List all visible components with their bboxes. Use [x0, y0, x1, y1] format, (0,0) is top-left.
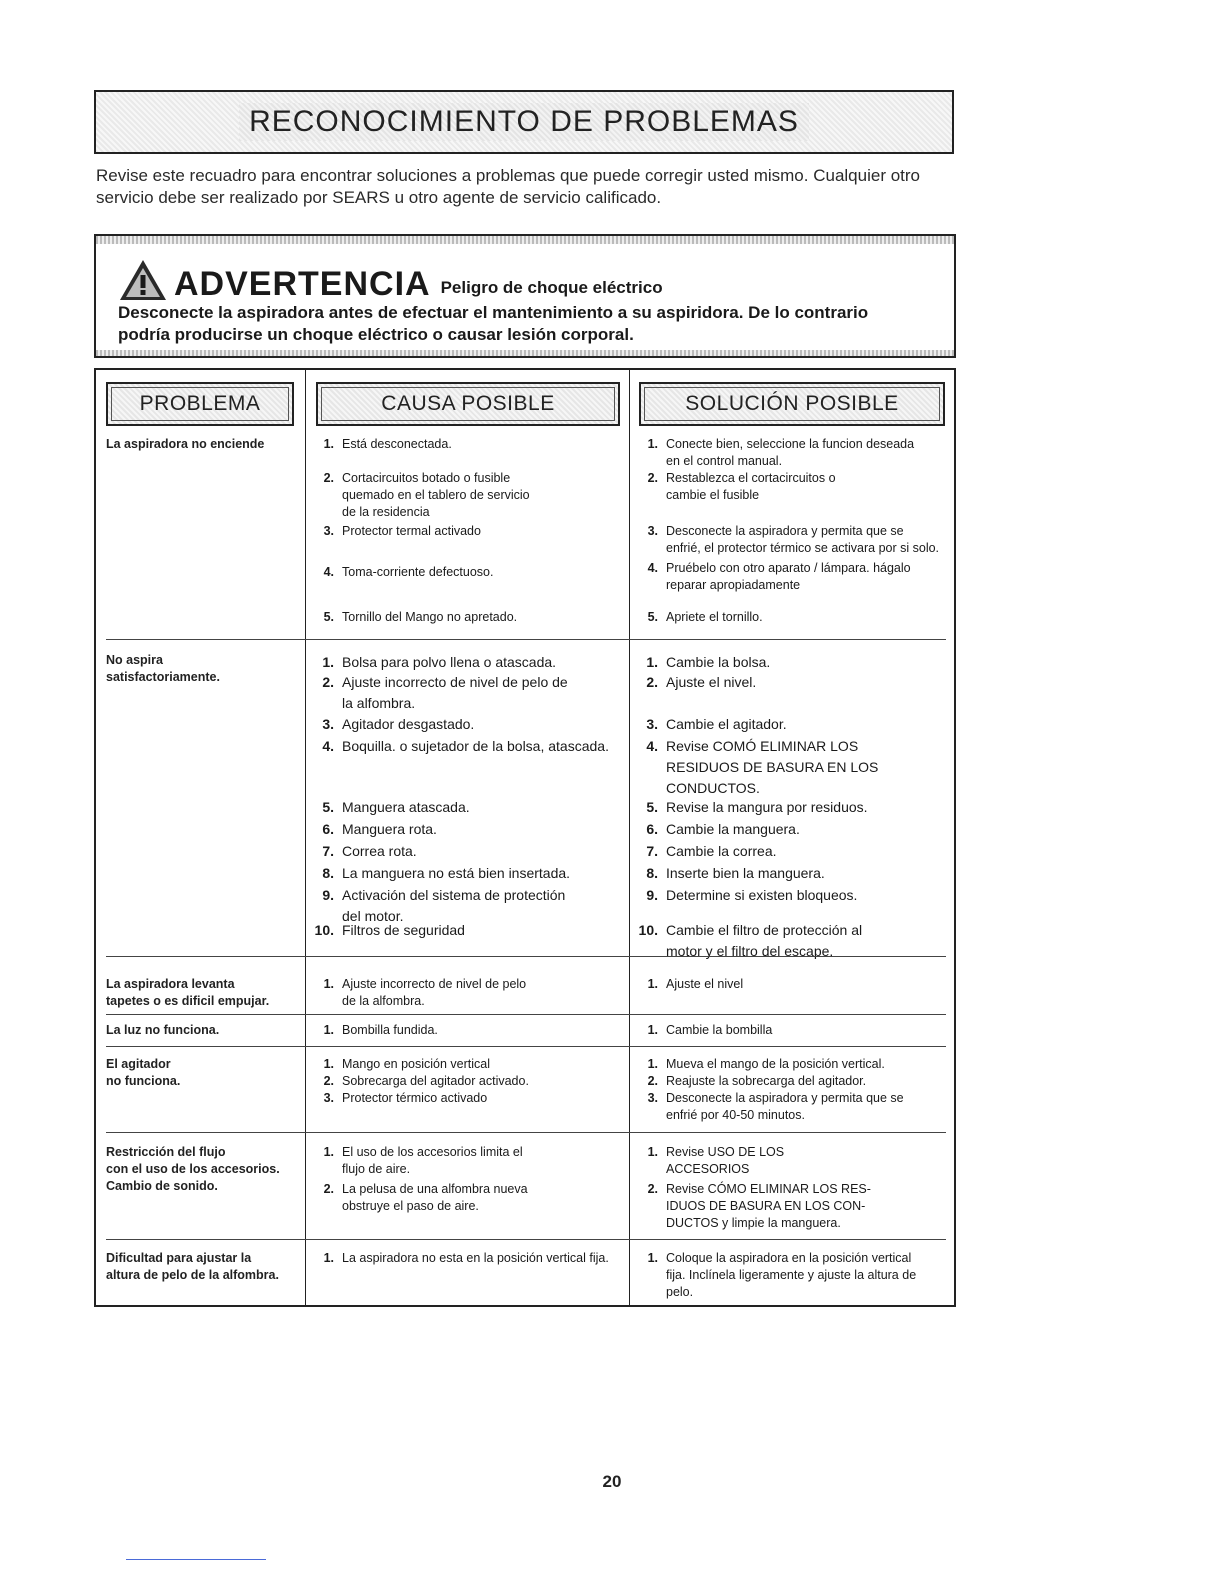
solution-item	[632, 1181, 954, 1232]
section-title: RECONOCIMIENTO DE PROBLEMAS	[239, 103, 809, 141]
warning-body	[118, 302, 938, 346]
item-line: enfrié, el protector térmico se activara por si solo.	[666, 541, 940, 555]
item-line: ACCESORIOS	[666, 1162, 750, 1176]
item-line: la alfombra.	[342, 695, 416, 711]
solution-item	[632, 885, 954, 906]
item-number: 10.	[638, 922, 658, 938]
item-line: obstruye el paso de aire.	[342, 1199, 479, 1213]
item-line: de la residencia	[342, 505, 430, 519]
item-line: Sobrecarga del agitador activado.	[342, 1074, 529, 1088]
item-text	[666, 1144, 954, 1178]
solution-item	[632, 714, 954, 735]
item-text	[342, 1022, 626, 1039]
problem-cell	[106, 1144, 296, 1195]
problem-cell	[106, 1056, 296, 1090]
intro-line: Revise este recuadro para encontrar soluciones a problemas que puede corregir usted mismo. Cualquier otro	[96, 166, 920, 185]
item-number: 6.	[646, 821, 658, 837]
problem-text: Cambio de sonido.	[106, 1179, 218, 1193]
item-line: Revise CÓMO ELIMINAR LOS RES-	[666, 1182, 871, 1196]
item-line: CONDUCTOS.	[666, 780, 760, 796]
problem-cell	[106, 1250, 296, 1284]
item-line: Cambie la manguera.	[666, 821, 800, 837]
item-number: 9.	[322, 887, 334, 903]
item-line: Pruébelo con otro aparato / lámpara. hágalo	[666, 561, 911, 575]
row-divider	[106, 1239, 946, 1240]
item-line: Bombilla fundida.	[342, 1023, 438, 1037]
item-number: 1.	[647, 1057, 658, 1071]
warning-line: Desconecte la aspiradora antes de efectuar el mantenimiento a su aspiridora. De lo contrario	[118, 303, 869, 322]
item-number: 2.	[323, 1182, 334, 1196]
item-line: fija. Inclínela ligeramente y ajuste la altura de	[666, 1268, 917, 1282]
item-line: Manguera rota.	[342, 821, 437, 837]
problem-text: satisfactoriamente.	[106, 670, 220, 684]
item-line: Cortacircuitos botado o fusible	[342, 471, 511, 485]
cause-item	[308, 470, 626, 521]
item-line: Ajuste incorrecto de nivel de pelo	[342, 977, 527, 991]
item-line: Filtros de seguridad	[342, 922, 465, 938]
problem-text: Restricción del flujo	[106, 1145, 226, 1159]
cause-item	[308, 797, 626, 818]
item-line: Desconecte la aspiradora y permita que se	[666, 1091, 904, 1105]
item-number: 3.	[323, 524, 334, 538]
row-divider	[106, 956, 946, 957]
item-text	[666, 1073, 954, 1090]
warning-box	[94, 234, 956, 358]
cause-item	[308, 609, 626, 626]
item-number: 5.	[323, 610, 334, 624]
item-line: IDUOS DE BASURA EN LOS CON-	[666, 1199, 866, 1213]
item-text	[666, 863, 954, 884]
item-line: Está desconectada.	[342, 437, 452, 451]
cause-item	[308, 863, 626, 884]
item-line: Desconecte la aspiradora y permita que se	[666, 524, 904, 538]
solution-item	[632, 1056, 954, 1073]
item-text	[342, 841, 626, 862]
cause-item	[308, 736, 626, 757]
item-number: 6.	[322, 821, 334, 837]
item-text	[342, 523, 626, 540]
item-text	[342, 1250, 626, 1267]
item-number: 1.	[323, 977, 334, 991]
item-text	[666, 841, 954, 862]
section-title-banner	[94, 90, 954, 154]
item-number: 1.	[646, 654, 658, 670]
column-divider	[629, 370, 630, 1305]
intro-paragraph	[96, 165, 956, 209]
solution-item	[632, 1090, 954, 1124]
cause-item	[308, 1056, 626, 1073]
item-text	[342, 672, 626, 714]
warning-subtitle: Peligro de choque eléctrico	[440, 278, 663, 297]
item-text	[342, 564, 626, 581]
item-number: 5.	[647, 610, 658, 624]
item-number: 1.	[647, 1023, 658, 1037]
footer-rule	[126, 1559, 266, 1560]
item-text	[342, 920, 626, 941]
item-line: Mango en posición vertical	[342, 1057, 490, 1071]
item-line: pelo.	[666, 1285, 694, 1299]
cause-item	[308, 1250, 626, 1267]
item-number: 8.	[646, 865, 658, 881]
solution-item	[632, 652, 954, 673]
item-text	[666, 736, 954, 799]
item-line: El uso de los accesorios limita el	[342, 1145, 523, 1159]
solution-item	[632, 976, 954, 993]
item-text	[342, 819, 626, 840]
item-number: 3.	[647, 524, 658, 538]
intro-line: servicio debe ser realizado por SEARS u otro agente de servicio calificado.	[96, 188, 662, 207]
item-line: en el control manual.	[666, 454, 783, 468]
item-text	[342, 470, 626, 521]
solution-item	[632, 672, 954, 693]
item-number: 1.	[323, 1251, 334, 1265]
item-text	[666, 1181, 954, 1232]
problem-text: El agitador	[106, 1057, 171, 1071]
item-text	[666, 652, 954, 673]
problem-text: Dificultad para ajustar la	[106, 1251, 252, 1265]
item-line: La manguera no está bien insertada.	[342, 865, 571, 881]
item-line: motor y el filtro del escape.	[666, 943, 834, 959]
problem-text: No aspira	[106, 653, 163, 667]
item-line: Ajuste el nivel.	[666, 674, 757, 690]
item-text	[342, 797, 626, 818]
item-text	[666, 470, 954, 504]
header-solution-label: SOLUCIÓN POSIBLE	[685, 392, 899, 415]
item-text	[342, 714, 626, 735]
item-line: Reajuste la sobrecarga del agitador.	[666, 1074, 867, 1088]
item-line: La pelusa de una alfombra nueva	[342, 1182, 528, 1196]
item-line: DUCTOS y limpie la manguera.	[666, 1216, 841, 1230]
item-line: Bolsa para polvo llena o atascada.	[342, 654, 557, 670]
item-number: 9.	[646, 887, 658, 903]
warning-triangle-icon	[118, 258, 168, 302]
item-number: 2.	[647, 1074, 658, 1088]
item-number: 7.	[322, 843, 334, 859]
item-line: Toma-corriente defectuoso.	[342, 565, 494, 579]
item-text	[666, 819, 954, 840]
item-text	[666, 976, 954, 993]
warning-title: ADVERTENCIA	[174, 265, 431, 303]
item-number: 1.	[647, 437, 658, 451]
item-line: La aspiradora no esta en la posición vertical fija.	[342, 1251, 609, 1265]
item-number: 3.	[647, 1091, 658, 1105]
solution-item	[632, 797, 954, 818]
problem-text: La aspiradora no enciende	[106, 437, 265, 451]
problem-text: con el uso de los accesorios.	[106, 1162, 280, 1176]
solution-item	[632, 560, 954, 594]
item-line: Revise la mangura por residuos.	[666, 799, 868, 815]
item-number: 1.	[647, 1251, 658, 1265]
cause-item	[308, 564, 626, 581]
item-number: 5.	[646, 799, 658, 815]
item-text	[342, 1144, 626, 1178]
item-number: 1.	[323, 1057, 334, 1071]
item-number: 1.	[323, 437, 334, 451]
cause-item	[308, 819, 626, 840]
item-text	[342, 863, 626, 884]
item-text	[666, 609, 954, 626]
item-text	[666, 885, 954, 906]
item-line: flujo de aire.	[342, 1162, 411, 1176]
item-text	[666, 560, 954, 594]
header-problem-label: PROBLEMA	[139, 392, 261, 415]
cause-item	[308, 1073, 626, 1090]
item-line: Ajuste el nivel	[666, 977, 744, 991]
item-line: Boquilla. o sujetador de la bolsa, atascada.	[342, 738, 609, 754]
item-line: Determine si existen bloqueos.	[666, 887, 858, 903]
item-line: cambie el fusible	[666, 488, 760, 502]
item-line: Revise USO DE LOS	[666, 1145, 785, 1159]
item-text	[342, 652, 626, 673]
item-number: 2.	[647, 471, 658, 485]
item-line: Cambie el agitador.	[666, 716, 787, 732]
item-number: 4.	[646, 738, 658, 754]
item-line: Apriete el tornillo.	[666, 610, 763, 624]
warning-line: podría producirse un choque eléctrico o causar lesión corporal.	[118, 325, 634, 344]
solution-item	[632, 841, 954, 862]
item-number: 2.	[646, 674, 658, 690]
item-line: Tornillo del Mango no apretado.	[342, 610, 518, 624]
item-line: del motor.	[342, 908, 404, 924]
item-line: Cambie la correa.	[666, 843, 777, 859]
solution-item	[632, 523, 954, 557]
warning-header	[118, 258, 663, 302]
problem-cell	[106, 436, 296, 453]
item-number: 1.	[647, 977, 658, 991]
item-text	[342, 436, 626, 453]
item-line: Ajuste incorrecto de nivel de pelo de	[342, 674, 568, 690]
header-cause-label: CAUSA POSIBLE	[381, 392, 555, 415]
problem-text: La luz no funciona.	[106, 1023, 220, 1037]
item-line: Protector termal activado	[342, 524, 481, 538]
item-number: 10.	[314, 922, 334, 938]
problem-text: tapetes o es dificil empujar.	[106, 994, 270, 1008]
item-number: 4.	[322, 738, 334, 754]
item-line: Conecte bien, seleccione la funcion deseada	[666, 437, 915, 451]
cause-item	[308, 1144, 626, 1178]
item-number: 1.	[322, 654, 334, 670]
header-cause	[316, 382, 620, 426]
item-line: Restablezca el cortacircuitos o	[666, 471, 836, 485]
item-text	[342, 1073, 626, 1090]
item-line: Inserte bien la manguera.	[666, 865, 825, 881]
item-number: 1.	[323, 1023, 334, 1037]
item-text	[342, 609, 626, 626]
item-number: 7.	[646, 843, 658, 859]
solution-item	[632, 1144, 954, 1178]
item-text	[666, 1022, 954, 1039]
item-number: 1.	[323, 1145, 334, 1159]
item-line: enfrié por 40-50 minutos.	[666, 1108, 805, 1122]
troubleshooting-table	[94, 368, 956, 1307]
item-number: 2.	[323, 1074, 334, 1088]
item-text	[666, 523, 954, 557]
item-number: 4.	[323, 565, 334, 579]
column-divider	[305, 370, 306, 1305]
item-text	[342, 1181, 626, 1215]
item-number: 1.	[647, 1145, 658, 1159]
problem-text: altura de pelo de la alfombra.	[106, 1268, 279, 1282]
item-line: reparar apropiadamente	[666, 578, 801, 592]
cause-item	[308, 920, 626, 941]
row-divider	[106, 1132, 946, 1133]
cause-item	[308, 976, 626, 1010]
item-line: Coloque la aspiradora en la posición vertical	[666, 1251, 912, 1265]
item-text	[666, 436, 954, 470]
solution-item	[632, 609, 954, 626]
row-divider	[106, 1014, 946, 1015]
item-text	[666, 714, 954, 735]
item-text	[342, 1090, 626, 1107]
item-text	[666, 672, 954, 693]
cause-item	[308, 672, 626, 714]
cause-item	[308, 841, 626, 862]
problem-cell	[106, 652, 296, 686]
cause-item	[308, 436, 626, 453]
item-number: 2.	[647, 1182, 658, 1196]
header-solution	[639, 382, 945, 426]
item-line: Revise COMÓ ELIMINAR LOS	[666, 738, 859, 754]
item-text	[666, 797, 954, 818]
item-text	[342, 1056, 626, 1073]
item-line: quemado en el tablero de servicio	[342, 488, 530, 502]
item-number: 3.	[323, 1091, 334, 1105]
problem-text: La aspiradora levanta	[106, 977, 235, 991]
solution-item	[632, 470, 954, 504]
cause-item	[308, 1181, 626, 1215]
item-line: Correa rota.	[342, 843, 417, 859]
cause-item	[308, 1022, 626, 1039]
solution-item	[632, 863, 954, 884]
item-text	[666, 1090, 954, 1124]
item-number: 8.	[322, 865, 334, 881]
item-line: Activación del sistema de protectión	[342, 887, 566, 903]
solution-item	[632, 1250, 954, 1301]
item-text	[342, 736, 626, 757]
item-number: 2.	[323, 471, 334, 485]
page-number: 20	[602, 1472, 622, 1491]
item-line: Mueva el mango de la posición vertical.	[666, 1057, 885, 1071]
solution-item	[632, 1022, 954, 1039]
item-line: Protector térmico activado	[342, 1091, 488, 1105]
item-number: 2.	[322, 674, 334, 690]
item-line: Cambie la bolsa.	[666, 654, 771, 670]
cause-item	[308, 652, 626, 673]
solution-item	[632, 1073, 954, 1090]
item-number: 3.	[322, 716, 334, 732]
item-line: Manguera atascada.	[342, 799, 470, 815]
item-text	[666, 1250, 954, 1301]
problem-cell	[106, 1022, 296, 1039]
cause-item	[308, 714, 626, 735]
item-number: 3.	[646, 716, 658, 732]
row-divider	[106, 1046, 946, 1047]
header-problem	[106, 382, 294, 426]
item-text	[342, 976, 626, 1010]
item-line: Agitador desgastado.	[342, 716, 475, 732]
item-number: 5.	[322, 799, 334, 815]
item-text	[666, 1056, 954, 1073]
problem-cell	[106, 976, 296, 1010]
cause-item	[308, 523, 626, 540]
item-line: Cambie la bombilla	[666, 1023, 773, 1037]
item-line: de la alfombra.	[342, 994, 425, 1008]
cause-item	[308, 1090, 626, 1107]
item-line: Cambie el filtro de protección al	[666, 922, 863, 938]
problem-text: no funciona.	[106, 1074, 181, 1088]
solution-item	[632, 436, 954, 470]
row-divider	[106, 639, 946, 640]
item-line: RESIDUOS DE BASURA EN LOS	[666, 759, 879, 775]
solution-item	[632, 819, 954, 840]
item-number: 4.	[647, 561, 658, 575]
solution-item	[632, 736, 954, 799]
